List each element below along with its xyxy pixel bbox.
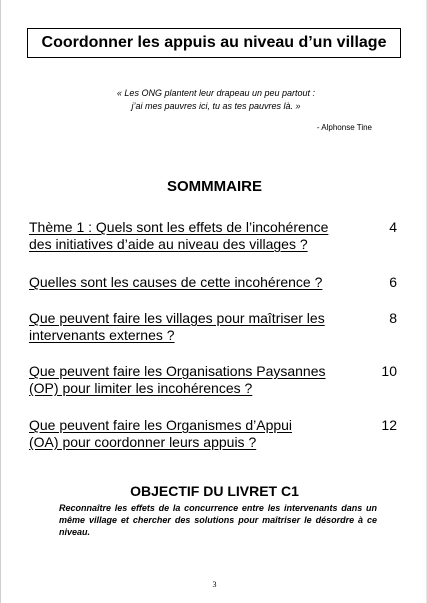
page-number: 3 <box>212 580 217 589</box>
toc-line: (OA) pour coordonner leurs appuis ? <box>29 434 257 450</box>
table-of-contents-heading: SOMMMAIRE <box>167 178 262 195</box>
toc-item[interactable] <box>29 310 401 344</box>
toc-line: Que peuvent faire les Organisations Paysannes <box>29 363 326 379</box>
toc-page-number: 10 <box>381 363 397 379</box>
quote-line: j’ai mes pauvres ici, tu as tes pauvres là. » <box>131 101 301 111</box>
toc-line: Quelles sont les causes de cette incohérence ? <box>29 274 323 290</box>
quote-line: « Les ONG plantent leur drapeau un peu partout : <box>116 88 316 98</box>
toc-item-text[interactable] <box>29 310 349 344</box>
toc-item-text[interactable] <box>29 274 349 291</box>
toc-item[interactable] <box>29 417 401 451</box>
toc-page-number: 6 <box>389 274 397 290</box>
toc-line: Que peuvent faire les villages pour maîtriser les <box>29 310 325 326</box>
toc-item[interactable] <box>29 274 401 291</box>
toc-item[interactable] <box>29 219 401 253</box>
objective-text: Reconnaître les effets de la concurrence entre les intervenants dans un même village et chercher des solutions pour maîtriser le désordre à ce niveau. <box>59 503 377 537</box>
page-title: Coordonner les appuis au niveau d’un village <box>41 34 387 51</box>
toc-line: (OP) pour limiter les incohérences ? <box>29 380 253 396</box>
quote-author: - Alphonse Tine <box>316 123 372 132</box>
toc-line: Que peuvent faire les Organismes d’Appui <box>29 417 293 433</box>
title-box <box>27 28 401 58</box>
toc-item-text[interactable] <box>29 363 349 397</box>
toc-item-text[interactable] <box>29 417 349 451</box>
toc-page-number: 4 <box>389 219 397 235</box>
toc-page-number: 12 <box>381 417 397 433</box>
toc-line: des initiatives d’aide au niveau des villages ? <box>29 236 308 252</box>
objective-heading: OBJECTIF DU LIVRET C1 <box>130 483 299 499</box>
toc-page-number: 8 <box>389 310 397 326</box>
epigraph-quote <box>61 87 371 113</box>
toc-line: Thème 1 : Quels sont les effets de l’incohérence <box>29 219 329 235</box>
toc-item[interactable] <box>29 363 401 397</box>
toc-item-text[interactable] <box>29 219 349 253</box>
toc-line: intervenants externes ? <box>29 327 175 343</box>
